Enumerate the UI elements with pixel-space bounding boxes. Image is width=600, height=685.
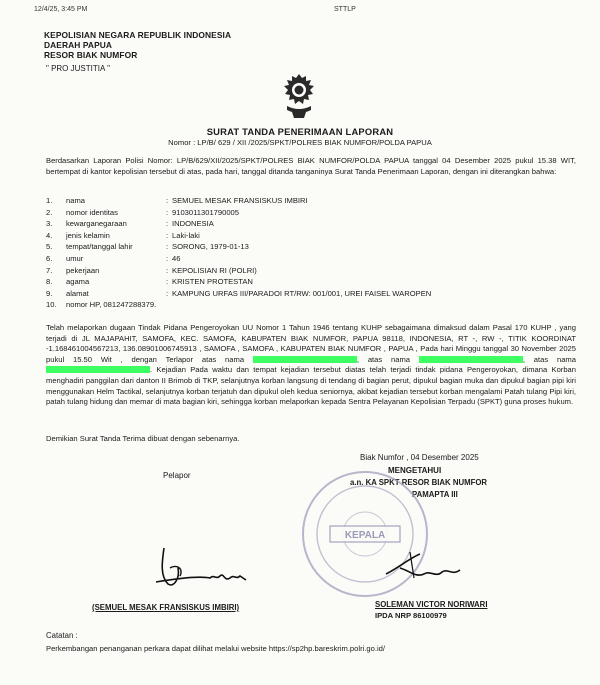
agency-line-3: RESOR BIAK NUMFOR (44, 50, 138, 60)
police-emblem-icon (278, 72, 320, 120)
svg-text:KEPALA: KEPALA (344, 530, 386, 541)
identity-row: 4. jenis kelamin : Laki-laki (46, 230, 200, 240)
identity-row: 2. nomor identitas : 9103011301790005 (46, 207, 240, 217)
pro-justitia: " PRO JUSTITIA " (46, 64, 110, 73)
closing-statement: Demikian Surat Tanda Terima dibuat dengan sebenarnya. (46, 434, 240, 443)
redaction-bar (46, 366, 150, 373)
identity-row: 3. kewarganegaraan : INDONESIA (46, 219, 214, 229)
identity-row: 7. pekerjaan : KEPOLISIAN RI (POLRI) (46, 265, 257, 275)
notes-heading: Catatan : (46, 631, 78, 640)
notes-text: Perkembangan penanganan perkara dapat dilihat melalui website https://sp2hp.bareskrim.polri.go.id/ (46, 644, 385, 653)
identity-table (46, 196, 566, 312)
reporter-signature-icon (150, 538, 260, 596)
intro-paragraph: Berdasarkan Laporan Polisi Nomor: LP/B/629/XII/2025/SPKT/POLRES BIAK NUMFOR/POLDA PAPUA tanggal 04 Desember 2025 pukul 15.38 WIT, bertempat di kantor kepolisian tersebut di atas, pada hari, tanggal ditanda tanganinya Surat Tanda Penerimaan Laporan, dengan ini diterangkan bahwa: (46, 156, 576, 176)
officer-name: SOLEMAN VICTOR NORIWARI (375, 600, 488, 609)
identity-row: 9. alamat : KAMPUNG URFAS III/PARADOI RT/RW: 001/001, UREI FAISEL WAROPEN (46, 288, 432, 298)
witness-title: MENGETAHUI (388, 466, 442, 475)
on-behalf-line: a.n. KA SPKT RESOR BIAK NUMFOR (350, 478, 488, 487)
team-line: PAMAPTA III (412, 490, 458, 499)
place-date: Biak Numfor , 04 Desember 2025 (360, 453, 479, 462)
identity-row: 1. nama : SEMUEL MESAK FRANSISKUS IMBIRI (46, 196, 308, 205)
agency-line-1: KEPOLISIAN NEGARA REPUBLIK INDONESIA (44, 30, 232, 40)
identity-row: 8. agama : KRISTEN PROTESTAN (46, 277, 253, 287)
redaction-bar (419, 356, 523, 363)
report-paragraph: Telah melaporkan dugaan Tindak Pidana Pengeroyokan UU Nomor 1 Tahun 1946 tentang KUHP sebagaimana dimaksud dalam Pasal 170 KUHP , yang terjadi di JL MAJAPAHIT, SAMOFA, KEC. SAMOFA, KABUPATEN BIAK NUMFOR, PAPUA 98118, INDONESIA, RT -, RW -, TITIK KOORDINAT -1.168461004567213, 136.08901006745913 , SAMOFA , SAMOFA , KABUPATEN BIAK NUMFOR , PAPUA , Pada hari Minggu tanggal 30 November 2025 pukul 15.50 Wit , dengan Terlapor atas nama , atas nama , atas nama . Kejadian Pada waktu dan tempat kejadian tersebut diatas telah terjadi tindak pidana Pengeroyokan, dimana Korban menghadiri panggilan dari danton II Brimob di TKP, selanjutnya korban langsung di tendang di bagian perut, dipukul bagian muka dan dipukul bagian pipi kiri menggunakan Helm Tactikal, selanjutnya korban terjatuh dan dipukul oleh kedua seniornya, akibat kejadian tersebut korban mengalami Patah tulang Pipi kiri, patah tulang hidung dan memar di mata bagian kiri, sehingga korban melaporkan kepada Sentra Pelayanan Kepolisian Terpadu (SPKT) guna proses hukum. (46, 323, 576, 407)
agency-line-2: DAERAH PAPUA (44, 40, 113, 50)
reporter-name: (SEMUEL MESAK FRANSISKUS IMBIRI) (92, 603, 240, 612)
identity-row: 5. tempat/tanggal lahir : SORONG, 1979-01-13 (46, 242, 249, 252)
officer-nrp: IPDA NRP 86100979 (375, 611, 447, 620)
document-number: Nomor : LP/B/ 629 / XII /2025/SPKT/POLRES BIAK NUMFOR/POLDA PAPUA (168, 138, 432, 147)
redaction-bar (253, 356, 357, 363)
officer-signature-icon (380, 548, 466, 584)
print-page-label: STTLP (334, 6, 356, 13)
identity-row: 10. nomor HP, 081247288379. (46, 300, 157, 310)
identity-row: 6. umur : 46 (46, 253, 181, 263)
reporter-label: Pelapor (163, 471, 191, 480)
document-title: SURAT TANDA PENERIMAAN LAPORAN (206, 126, 394, 137)
print-timestamp: 12/4/25, 3:45 PM (34, 6, 88, 13)
